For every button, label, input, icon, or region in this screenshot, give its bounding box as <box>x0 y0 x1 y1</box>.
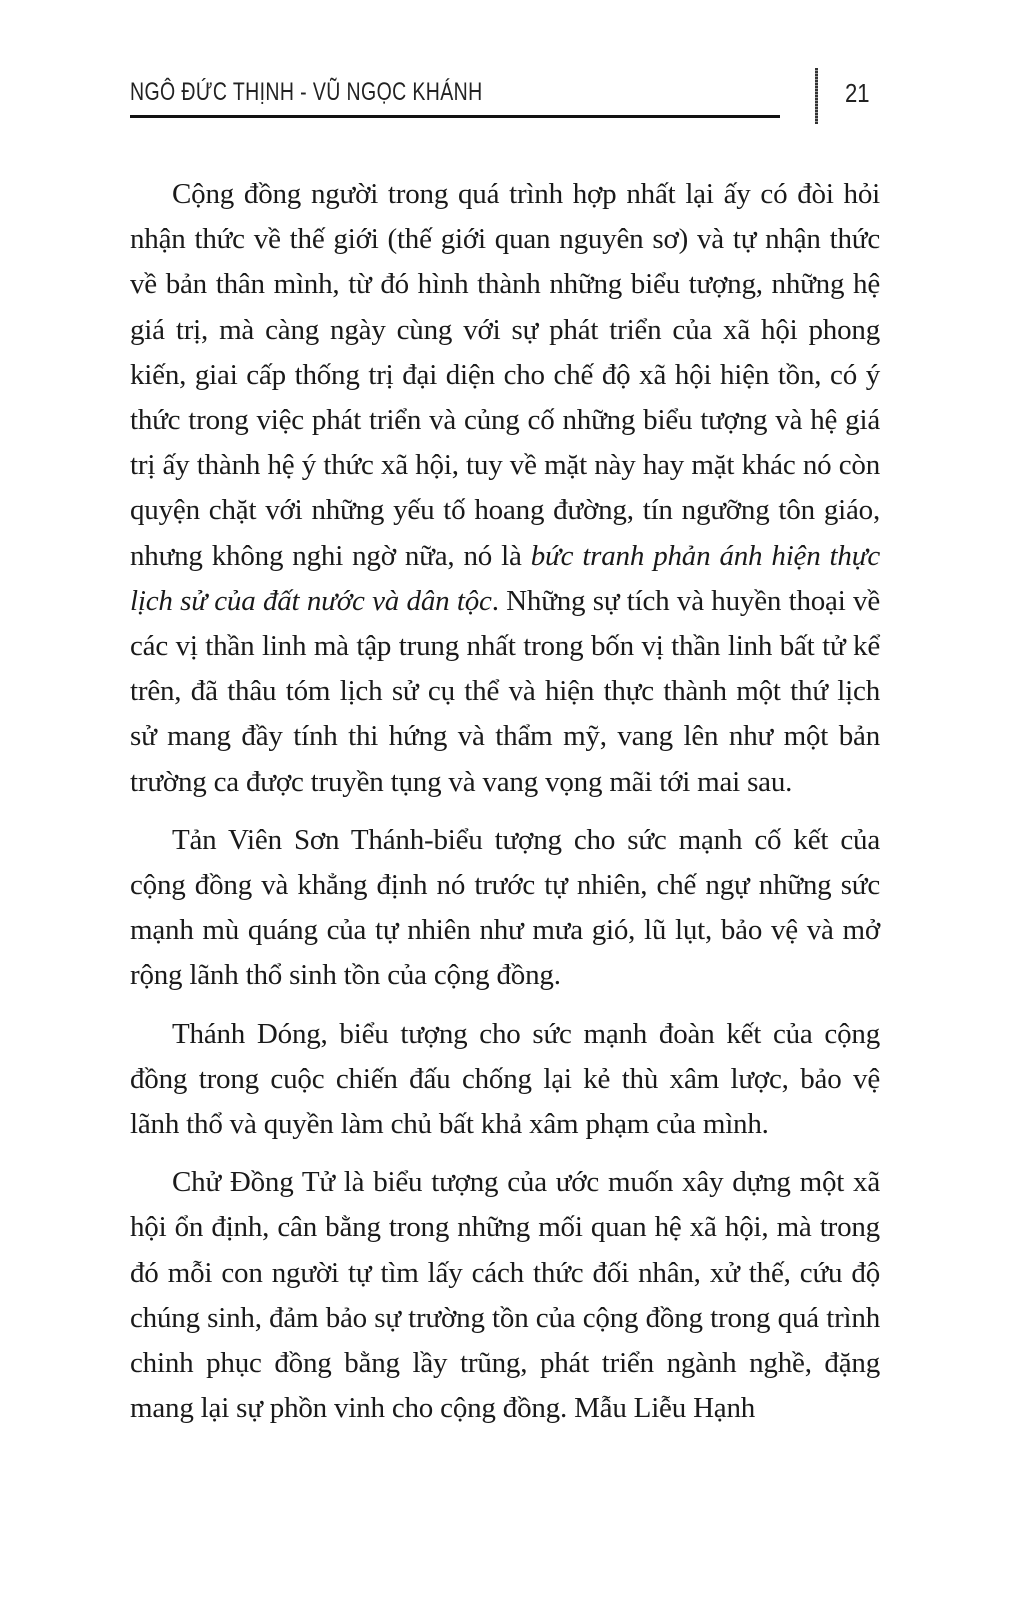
paragraph-2: Tản Viên Sơn Thánh-biểu tượng cho sức mạnh cố kết của cộng đồng và khẳng định nó trước tự nhiên, chế ngự những sức mạnh mù quáng của tự nhiên như mưa gió, lũ lụt, bảo vệ và mở rộng lãnh thổ sinh tồn của cộng đồng. <box>130 823 880 992</box>
paragraph-3: Thánh Dóng, biểu tượng cho sức mạnh đoàn kết của cộng đồng trong cuộc chiến đấu chống lại kẻ thù xâm lược, bảo vệ lãnh thổ và quyền làm chủ bất khả xâm phạm của mình. <box>130 1017 880 1141</box>
paragraph-4: Chử Đồng Tử là biểu tượng của ước muốn xây dựng một xã hội ổn định, cân bằng trong những mối quan hệ xã hội, mà trong đó mỗi con người tự tìm lấy cách thức đối nhân, xử thế, cứu độ chúng sinh, đảm bảo sự trường tồn của cộng đồng trong quá trình chinh phục đồng bằng lầy trũng, phát triển ngành nghề, đặng mang lại sự phồn vinh cho cộng đồng. Mẫu Liễu Hạnh <box>130 1166 880 1425</box>
page-number: 21 <box>845 78 870 108</box>
paragraph-1-italic-phrase: bức tranh phản ánh hiện thực lịch sử của đất nước và dân tộc <box>130 539 881 617</box>
header-vertical-divider <box>815 68 818 124</box>
paragraph-1 <box>130 172 880 805</box>
paragraph-1-text-b: . Những sự tích và huyền thoại về các vị thần linh mà tập trung nhất trong bốn vị thần linh bất tử kể trên, đã thâu tóm lịch sử cụ thể và hiện thực thành một thứ lịch sử mang đầy tính thi hứng và thẩm mỹ, vang lên như một bản trường ca được truyền tụng và vang vọng mãi tới mai sau. <box>130 584 880 798</box>
body-text <box>130 172 880 1431</box>
header-rule <box>130 115 780 118</box>
running-title: NGÔ ĐỨC THỊNH - VŨ NGỌC KHÁNH <box>130 78 483 106</box>
paragraph-1-text-a: Cộng đồng người trong quá trình hợp nhất lại ấy có đòi hỏi nhận thức về thế giới (thế giới quan nguyên sơ) và tự nhận thức về bản thân mình, từ đó hình thành những biểu tượng, những hệ giá trị, mà càng ngày cùng với sự phát triển của xã hội phong kiến, giai cấp thống trị đại diện cho chế độ xã hội hiện tồn, có ý thức trong việc phát triển và củng cố những biểu tượng và hệ giá trị ấy thành hệ ý thức xã hội, tuy về mặt này hay mặt khác nó còn quyện chặt với những yếu tố hoang đường, tín ngưỡng tôn giáo, nhưng không nghi ngờ nữa, nó là <box>130 178 880 572</box>
